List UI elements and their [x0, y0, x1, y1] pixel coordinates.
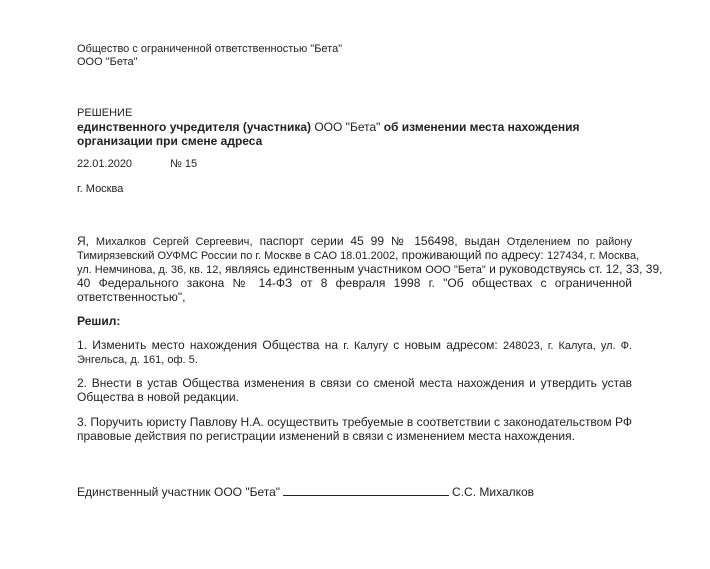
signature-label: Единственный участник ООО "Бета"	[77, 485, 281, 499]
item-1-line-2	[77, 352, 198, 367]
document-title-line2: организации при смене адреса	[77, 134, 263, 148]
company-full-name: Общество с ограниченной ответственностью "Бета"	[77, 43, 343, 55]
item-text: 1. Изменить место нахождения Общества на	[77, 338, 344, 352]
document-date: 22.01.2020	[77, 158, 133, 170]
document-type: РЕШЕНИЕ	[77, 107, 133, 119]
passport-issuer: Отделением по району	[506, 236, 632, 248]
new-address: 248023, г. Калуга, ул. Ф.	[503, 340, 632, 352]
signatory-name: С.С. Михалков	[452, 485, 535, 499]
item-text: осуществить требуемые в соответствии с законодательством РФ	[263, 415, 632, 429]
preamble-text: , проживающий по адресу:	[395, 248, 547, 262]
founder-name: Михалков Сергей Сергеевич	[95, 236, 250, 248]
document-city: г. Москва	[77, 183, 124, 195]
preamble-line-4: 40 Федерального закона № 14-ФЗ от 8 февраля 1998 г. "Об обществах с ограниченной	[77, 276, 632, 290]
title-bold-part-b: об изменении места нахождения	[380, 120, 580, 134]
item-text: с новым адресом:	[387, 338, 503, 352]
preamble-text: , паспорт серии 45 99 № 156498, выдан	[249, 234, 507, 248]
preamble-line-5: ответственностью",	[77, 290, 186, 304]
founder-address: 127434, г. Москва,	[546, 250, 640, 262]
company-short-name: ООО "Бета"	[77, 56, 138, 68]
new-address-cont: Энгельса, д. 161, оф. 5	[77, 354, 195, 366]
item-2-line-1: 2. Внести в устав Общества изменения в связи со сменой места нахождения и утвердить устав	[77, 376, 632, 390]
preamble-text: Я,	[77, 234, 96, 248]
preamble-text: , являясь единственным участником	[218, 262, 426, 276]
item-2-line-2: Общества в новой редакции.	[77, 390, 239, 404]
assignee: юристу Павлову Н.А.	[146, 415, 264, 429]
item-3-line-1	[77, 415, 632, 429]
title-company-name: ООО "Бета"	[314, 120, 381, 134]
item-text: .	[194, 352, 199, 366]
preamble-text: и руководствуясь ст. 12, 33, 39,	[485, 262, 663, 276]
passport-issuer-cont: Тимирязевский ОУФМС России по г. Москве в САО 18.01.2002	[77, 250, 396, 262]
item-text: 3. Поручить	[77, 415, 147, 429]
new-city: г. Калугу	[343, 340, 388, 352]
item-3-line-2: правовые действия по регистрации изменений в связи с изменением места нахождения.	[77, 429, 575, 443]
document-number: № 15	[170, 158, 198, 170]
company-name: ООО "Бета"	[425, 264, 486, 276]
preamble-line-3	[77, 262, 663, 277]
preamble-line-1	[77, 234, 632, 249]
document-title-line1	[77, 120, 580, 134]
title-bold-part-a: единственного учредителя (участника)	[77, 120, 315, 134]
resolved-heading: Решил:	[77, 314, 121, 328]
signature-row	[77, 483, 534, 499]
signature-line	[283, 483, 449, 496]
date-number-row	[77, 158, 197, 171]
founder-address-cont: ул. Немчинова, д. 36, кв. 12	[77, 264, 219, 276]
preamble-line-2	[77, 248, 640, 263]
item-1-line-1	[77, 338, 632, 353]
